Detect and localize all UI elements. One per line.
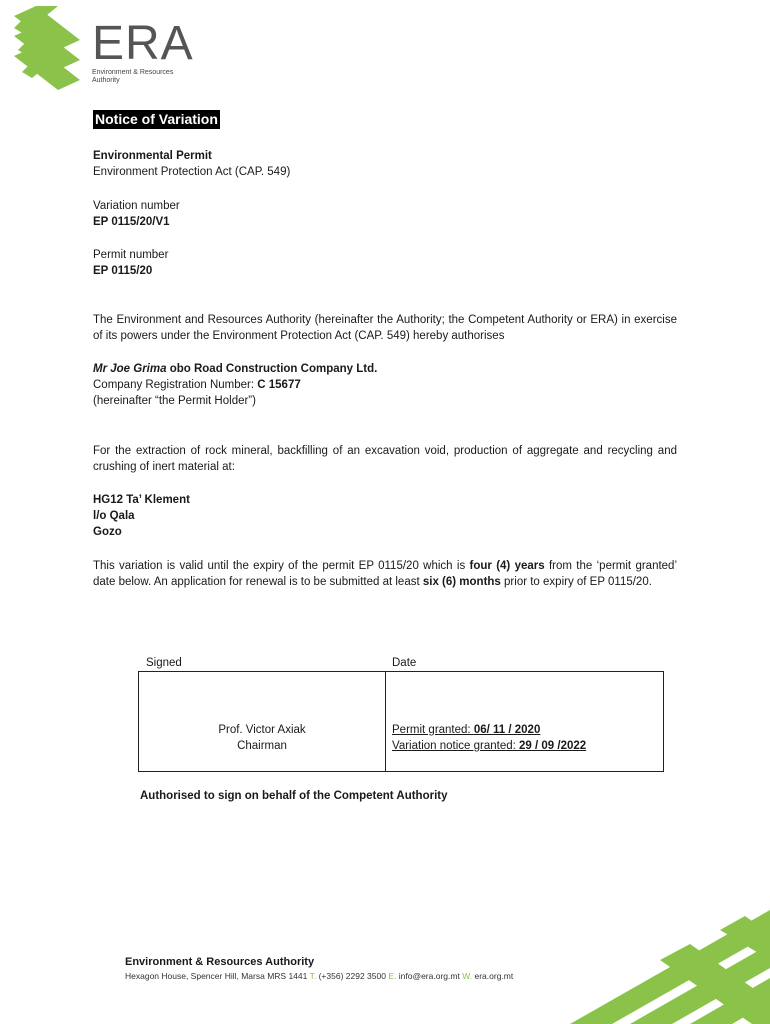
permit-number: EP 0115/20 bbox=[93, 265, 153, 277]
site-address bbox=[93, 492, 677, 540]
signed-label: Signed bbox=[146, 657, 182, 669]
document-title: Notice of Variation bbox=[95, 111, 218, 127]
footer-address-line bbox=[125, 970, 513, 982]
site-line-3: Gozo bbox=[93, 526, 122, 538]
permit-type: Environmental Permit bbox=[93, 150, 212, 162]
footer-phone: (+356) 2292 3500 bbox=[318, 971, 386, 981]
validity-part-2: from the ‘permit granted’ date below. An application for renewal is to be submitted at least bbox=[93, 560, 677, 588]
footer-stripes-icon bbox=[520, 890, 770, 1024]
company-reg-line bbox=[93, 377, 677, 393]
footer-org-name: Environment & Resources Authority bbox=[125, 956, 315, 968]
validity-part-1: This variation is valid until the expiry of the permit EP 0115/20 which is bbox=[93, 560, 470, 572]
footer-phone-label: T. bbox=[309, 971, 317, 981]
footer-email: info@era.org.mt bbox=[398, 971, 460, 981]
permit-number-info bbox=[93, 247, 677, 279]
act-reference: Environment Protection Act (CAP. 549) bbox=[93, 166, 291, 178]
permit-label: Permit number bbox=[93, 249, 169, 261]
validity-paragraph bbox=[93, 558, 677, 590]
signer-cell bbox=[139, 722, 385, 754]
site-line-2: l/o Qala bbox=[93, 510, 135, 522]
site-line-1: HG12 Ta’ Klement bbox=[93, 494, 190, 506]
logo-subtitle: Environment & Resources Authority bbox=[92, 69, 174, 84]
holder-note: (hereinafter “the Permit Holder”) bbox=[93, 395, 256, 407]
purpose-paragraph: For the extraction of rock mineral, backfilling of an excavation void, production of aggregate and recycling and crushing of inert material at: bbox=[93, 445, 677, 473]
company-reg-number: C 15677 bbox=[257, 379, 301, 391]
holder-company: obo Road Construction Company Ltd. bbox=[166, 363, 378, 375]
holder-name: Mr Joe Grima bbox=[93, 363, 167, 375]
footer bbox=[125, 955, 513, 982]
permit-granted-label: Permit granted: bbox=[392, 724, 474, 736]
variation-granted-line bbox=[392, 738, 586, 754]
signer-title: Chairman bbox=[237, 740, 287, 752]
variation-granted-date: 29 / 09 /2022 bbox=[519, 740, 587, 752]
footer-web: era.org.mt bbox=[474, 971, 514, 981]
footer-email-label: E. bbox=[388, 971, 397, 981]
validity-part-3: prior to expiry of EP 0115/20. bbox=[500, 576, 652, 588]
dates-cell bbox=[392, 722, 586, 754]
signer-name: Prof. Victor Axiak bbox=[218, 724, 306, 736]
company-reg-label: Company Registration Number: bbox=[93, 379, 258, 391]
logo-wordmark bbox=[92, 17, 202, 85]
holder-line bbox=[93, 361, 677, 377]
logo-era-text: ERA bbox=[92, 17, 194, 70]
permit-granted-date: 06/ 11 / 2020 bbox=[473, 724, 541, 736]
variation-number: EP 0115/20/V1 bbox=[93, 216, 170, 228]
footer-web-label: W. bbox=[462, 971, 473, 981]
footer-address: Hexagon House, Spencer Hill, Marsa MRS 1441 bbox=[125, 971, 308, 981]
permit-holder bbox=[93, 361, 677, 409]
validity-duration: four (4) years bbox=[469, 560, 545, 572]
signature-table bbox=[138, 671, 664, 772]
authorised-statement: Authorised to sign on behalf of the Competent Authority bbox=[140, 790, 448, 802]
variation-info bbox=[93, 198, 677, 230]
table-divider bbox=[385, 672, 386, 771]
intro-paragraph: The Environment and Resources Authority (hereinafter the Authority; the Competent Authority or ERA) in exercise of its powers under the Environment Protection Act (CAP. 549) hereby authorises bbox=[93, 314, 677, 342]
variation-label: Variation number bbox=[93, 200, 180, 212]
renewal-period: six (6) months bbox=[422, 576, 501, 588]
permit-granted-line bbox=[392, 722, 586, 738]
permit-info bbox=[93, 148, 677, 180]
variation-granted-label: Variation notice granted: bbox=[392, 740, 520, 752]
date-label: Date bbox=[392, 657, 417, 669]
